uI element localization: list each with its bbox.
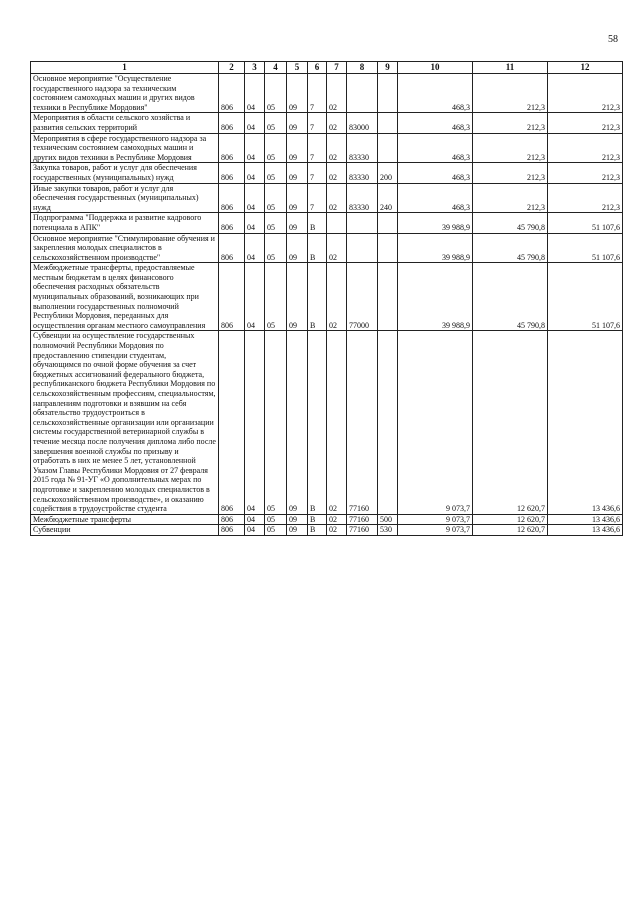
cell-c7: 02 [327, 331, 347, 514]
column-header: 1 [31, 62, 219, 74]
table-row [31, 514, 623, 525]
cell-c2: 806 [219, 113, 245, 133]
cell-c9 [378, 74, 398, 113]
cell-v12: 212,3 [548, 163, 623, 183]
cell-v10: 9 073,7 [398, 525, 473, 536]
table-row [31, 331, 623, 514]
cell-c9 [378, 133, 398, 163]
cell-c3: 04 [245, 163, 265, 183]
cell-v10: 39 988,9 [398, 213, 473, 233]
cell-c6: В [308, 514, 327, 525]
cell-c7 [327, 213, 347, 233]
cell-v11: 12 620,7 [473, 525, 548, 536]
cell-v11: 12 620,7 [473, 331, 548, 514]
cell-c8 [347, 74, 378, 113]
column-header: 7 [327, 62, 347, 74]
cell-c2: 806 [219, 331, 245, 514]
cell-v11: 212,3 [473, 74, 548, 113]
table-header-row [31, 62, 623, 74]
cell-c9: 240 [378, 183, 398, 213]
cell-c3: 04 [245, 331, 265, 514]
cell-c6: 7 [308, 133, 327, 163]
table-row [31, 525, 623, 536]
cell-c4: 05 [265, 163, 287, 183]
cell-c7: 02 [327, 133, 347, 163]
table-row [31, 113, 623, 133]
cell-v11: 45 790,8 [473, 213, 548, 233]
cell-c9 [378, 233, 398, 263]
cell-c8: 83000 [347, 113, 378, 133]
cell-v12: 212,3 [548, 133, 623, 163]
cell-v12: 51 107,6 [548, 263, 623, 331]
cell-c6: В [308, 263, 327, 331]
cell-c2: 806 [219, 525, 245, 536]
column-header: 10 [398, 62, 473, 74]
cell-c4: 05 [265, 263, 287, 331]
cell-v10: 468,3 [398, 133, 473, 163]
cell-v12: 212,3 [548, 183, 623, 213]
cell-c2: 806 [219, 74, 245, 113]
cell-c7: 02 [327, 525, 347, 536]
cell-c8: 83330 [347, 163, 378, 183]
cell-c9: 500 [378, 514, 398, 525]
cell-c6: В [308, 331, 327, 514]
cell-v12: 13 436,6 [548, 525, 623, 536]
cell-v10: 468,3 [398, 183, 473, 213]
cell-c7: 02 [327, 183, 347, 213]
cell-c2: 806 [219, 163, 245, 183]
page-number: 58 [608, 34, 618, 45]
cell-c4: 05 [265, 233, 287, 263]
cell-c7: 02 [327, 113, 347, 133]
row-name: Основное мероприятие "Осуществление государственного надзора за техническим состоянием самоходных машин и других видов техники в Республике Мордовия" [31, 74, 219, 113]
cell-v11: 212,3 [473, 183, 548, 213]
table-row [31, 133, 623, 163]
cell-c5: 09 [287, 525, 308, 536]
row-name: Субвенции [31, 525, 219, 536]
cell-c8 [347, 233, 378, 263]
cell-c4: 05 [265, 183, 287, 213]
cell-c4: 05 [265, 113, 287, 133]
column-header: 8 [347, 62, 378, 74]
cell-v10: 468,3 [398, 74, 473, 113]
cell-c7: 02 [327, 163, 347, 183]
cell-c5: 09 [287, 263, 308, 331]
cell-c5: 09 [287, 163, 308, 183]
cell-c4: 05 [265, 331, 287, 514]
cell-c5: 09 [287, 213, 308, 233]
cell-c6: В [308, 525, 327, 536]
cell-c2: 806 [219, 133, 245, 163]
cell-v11: 212,3 [473, 113, 548, 133]
cell-c9 [378, 263, 398, 331]
row-name: Межбюджетные трансферты [31, 514, 219, 525]
table-row [31, 263, 623, 331]
cell-v10: 9 073,7 [398, 331, 473, 514]
cell-c2: 806 [219, 233, 245, 263]
row-name: Мероприятия в сфере государственного надзора за техническим состоянием самоходных машин и других видов техники в Республике Мордовия [31, 133, 219, 163]
table-row [31, 163, 623, 183]
column-header: 6 [308, 62, 327, 74]
column-header: 5 [287, 62, 308, 74]
cell-c3: 04 [245, 113, 265, 133]
cell-c3: 04 [245, 183, 265, 213]
cell-c6: 7 [308, 113, 327, 133]
row-name: Иные закупки товаров, работ и услуг для обеспечения государственных (муниципальных) нужд [31, 183, 219, 213]
cell-v11: 45 790,8 [473, 233, 548, 263]
row-name: Основное мероприятие "Стимулирование обучения и закрепления молодых специалистов в сельскохозяйственном производстве" [31, 233, 219, 263]
cell-c8: 77160 [347, 525, 378, 536]
column-header: 11 [473, 62, 548, 74]
cell-c9: 530 [378, 525, 398, 536]
cell-c6: 7 [308, 163, 327, 183]
cell-c5: 09 [287, 331, 308, 514]
cell-c5: 09 [287, 514, 308, 525]
cell-v11: 45 790,8 [473, 263, 548, 331]
cell-c9 [378, 331, 398, 514]
table-row [31, 74, 623, 113]
cell-c3: 04 [245, 514, 265, 525]
row-name: Подпрограмма "Поддержка и развитие кадрового потенциала в АПК" [31, 213, 219, 233]
cell-c6: В [308, 213, 327, 233]
cell-c2: 806 [219, 213, 245, 233]
budget-table [30, 61, 623, 536]
table-row [31, 213, 623, 233]
cell-c4: 05 [265, 133, 287, 163]
cell-c8: 77160 [347, 514, 378, 525]
cell-c8: 83330 [347, 183, 378, 213]
row-name: Закупка товаров, работ и услуг для обеспечения государственных (муниципальных) нужд [31, 163, 219, 183]
cell-v12: 212,3 [548, 74, 623, 113]
cell-c3: 04 [245, 133, 265, 163]
cell-v11: 12 620,7 [473, 514, 548, 525]
cell-c8 [347, 213, 378, 233]
cell-v11: 212,3 [473, 163, 548, 183]
cell-v10: 39 988,9 [398, 263, 473, 331]
table-row [31, 183, 623, 213]
cell-c4: 05 [265, 213, 287, 233]
cell-c5: 09 [287, 74, 308, 113]
cell-c7: 02 [327, 514, 347, 525]
cell-c9 [378, 113, 398, 133]
cell-c2: 806 [219, 263, 245, 331]
row-name: Межбюджетные трансферты, предоставляемые местным бюджетам в целях финансового обеспечения расходных обязательств муниципальных образований, возникающих при выполнении государственных полномочий Республики Мордовия, переданных для осуществления органам местного самоуправления [31, 263, 219, 331]
cell-v12: 51 107,6 [548, 213, 623, 233]
cell-c2: 806 [219, 183, 245, 213]
column-header: 12 [548, 62, 623, 74]
cell-c2: 806 [219, 514, 245, 525]
cell-c9 [378, 213, 398, 233]
column-header: 2 [219, 62, 245, 74]
column-header: 4 [265, 62, 287, 74]
cell-c9: 200 [378, 163, 398, 183]
row-name: Мероприятия в области сельского хозяйства и развития сельских территорий [31, 113, 219, 133]
column-header: 9 [378, 62, 398, 74]
cell-c4: 05 [265, 525, 287, 536]
cell-c5: 09 [287, 183, 308, 213]
cell-c7: 02 [327, 263, 347, 331]
cell-c4: 05 [265, 74, 287, 113]
cell-c3: 04 [245, 263, 265, 331]
cell-v12: 212,3 [548, 113, 623, 133]
cell-v12: 13 436,6 [548, 331, 623, 514]
cell-c6: 7 [308, 74, 327, 113]
column-header: 3 [245, 62, 265, 74]
cell-c5: 09 [287, 233, 308, 263]
cell-c8: 77000 [347, 263, 378, 331]
cell-c3: 04 [245, 525, 265, 536]
cell-v11: 212,3 [473, 133, 548, 163]
cell-c6: 7 [308, 183, 327, 213]
cell-v12: 51 107,6 [548, 233, 623, 263]
cell-v10: 39 988,9 [398, 233, 473, 263]
cell-c7: 02 [327, 74, 347, 113]
cell-v10: 9 073,7 [398, 514, 473, 525]
cell-c8: 77160 [347, 331, 378, 514]
row-name: Субвенции на осуществление государственных полномочий Республики Мордовия по предоставлению стипендии студентам, обучающимся по очной форме обучения за счет бюджетных ассигнований федерального бюджета, республиканского бюджета Республики Мордовия по сельскохозяйственным профессиям, специальностям, направлениям подготовки и взявшим на себя обязательство трудоустроиться в сельскохозяйственные организации или организации системы государственной ветеринарной службы в течение месяца после получения диплома либо после завершения военной службы по призыву и отработать в них не менее 5 лет, установленной Указом Главы Республики Мордовия от 27 февраля 2015 года № 91-УГ «О дополнительных мерах по подготовке и закреплению молодых специалистов в сельскохозяйственном производстве», и оказанию содействия в трудоустройстве студента [31, 331, 219, 514]
cell-c3: 04 [245, 74, 265, 113]
cell-c5: 09 [287, 133, 308, 163]
cell-c6: В [308, 233, 327, 263]
cell-c5: 09 [287, 113, 308, 133]
cell-v10: 468,3 [398, 163, 473, 183]
table-row [31, 233, 623, 263]
cell-c3: 04 [245, 213, 265, 233]
cell-c4: 05 [265, 514, 287, 525]
cell-c3: 04 [245, 233, 265, 263]
cell-v10: 468,3 [398, 113, 473, 133]
cell-v12: 13 436,6 [548, 514, 623, 525]
cell-c8: 83330 [347, 133, 378, 163]
cell-c7: 02 [327, 233, 347, 263]
